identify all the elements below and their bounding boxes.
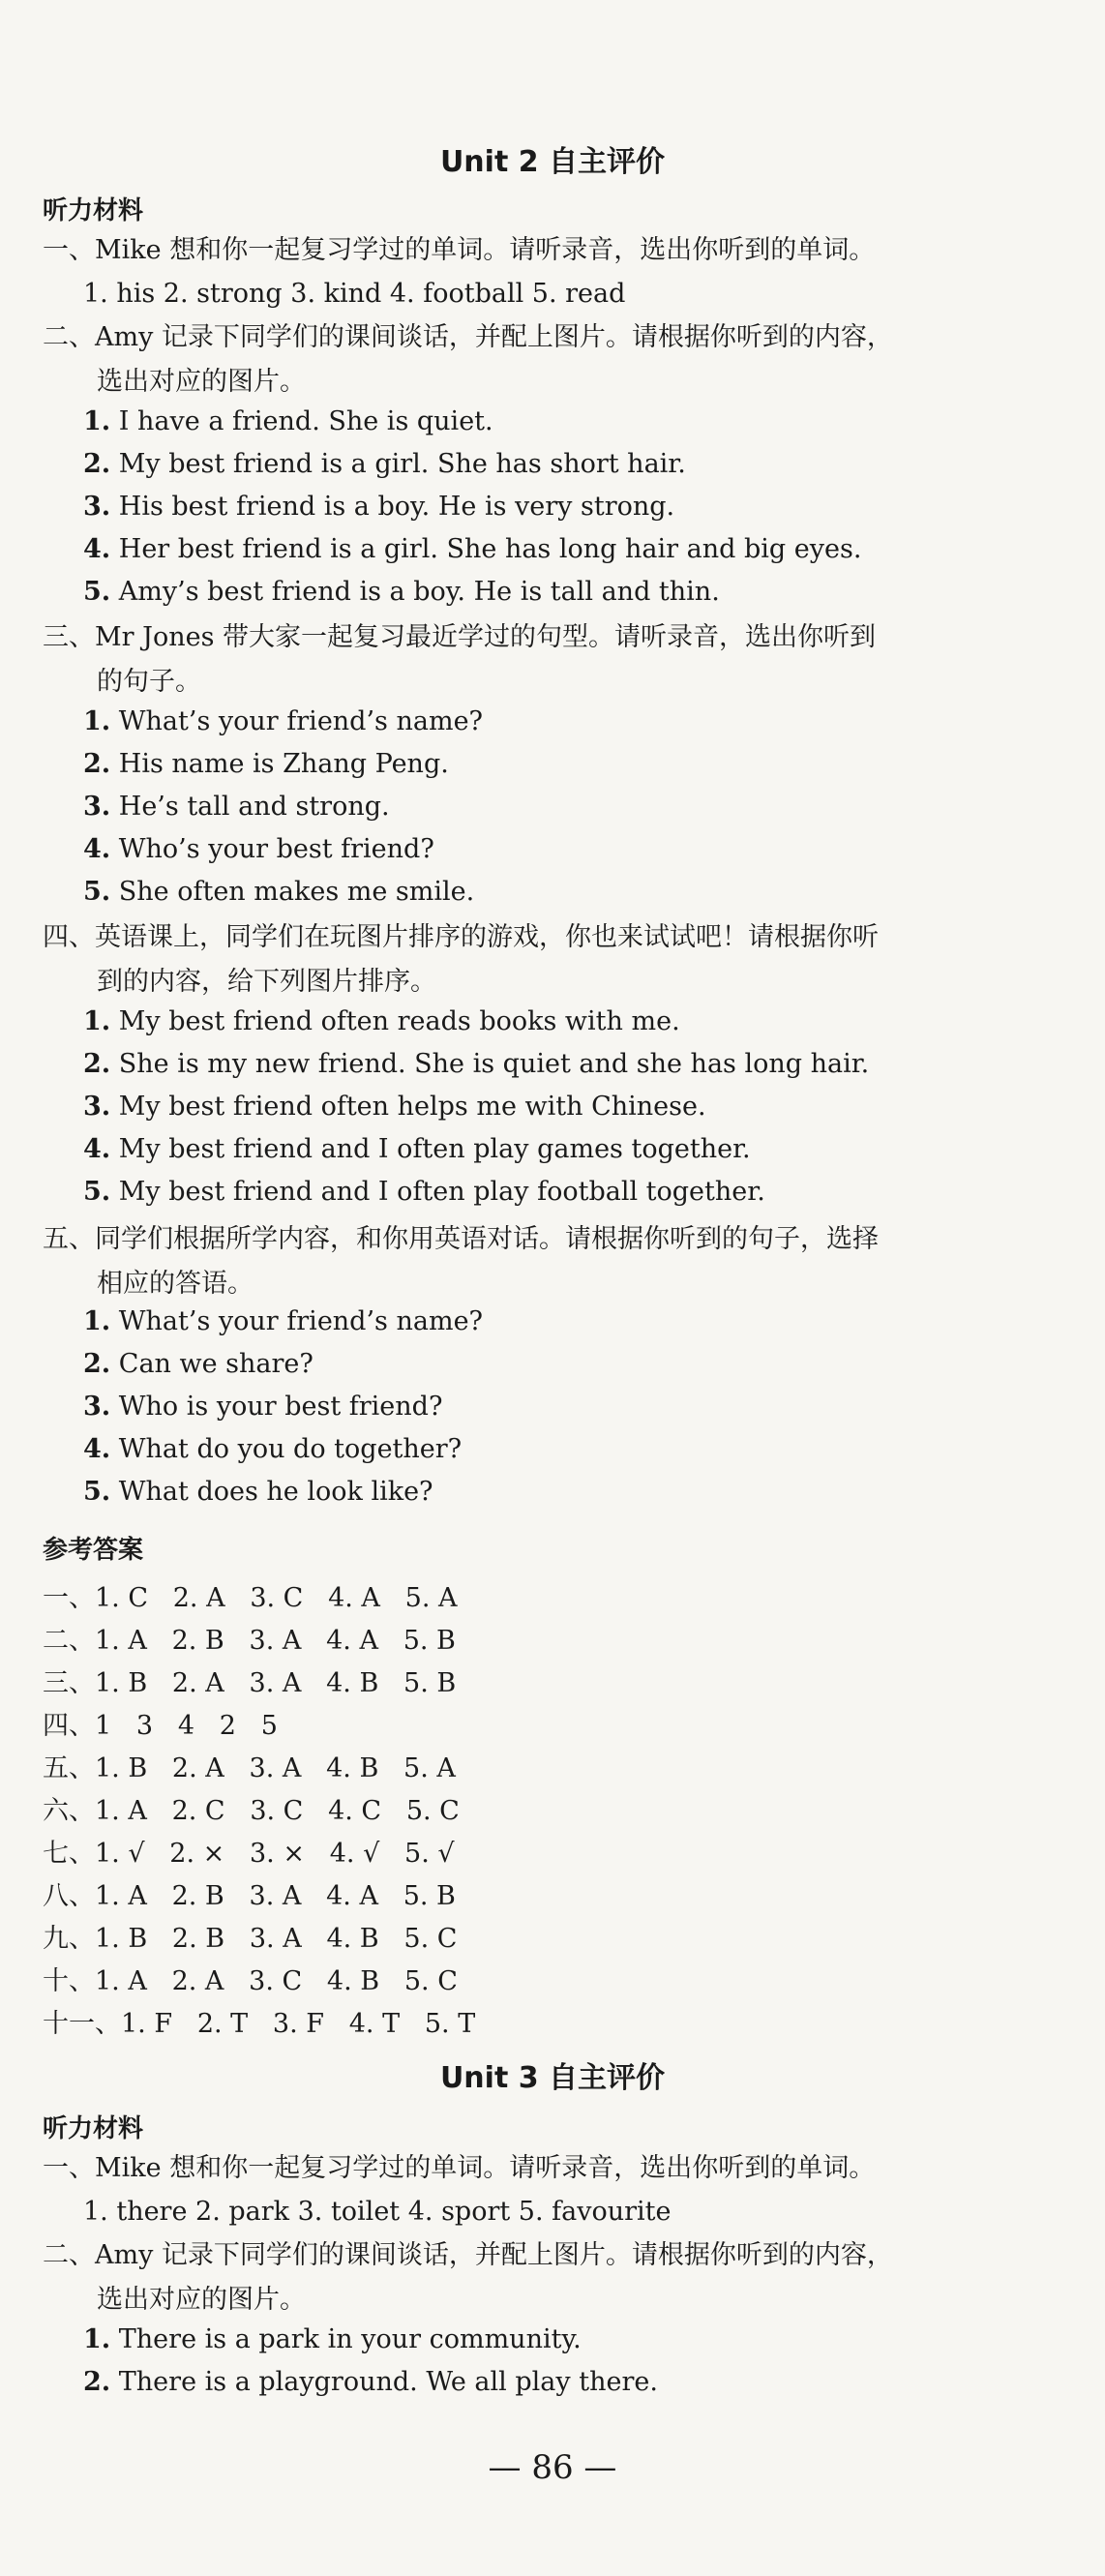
unit3-q2-item-1: 1. There is a park in your community. [83, 2324, 582, 2354]
unit3-q2-prompt [43, 2233, 1068, 2322]
list-item-text: What do you do together? [118, 1434, 463, 1464]
answer-row-4: 四、1 3 4 2 5 [43, 1711, 278, 1741]
unit3-q1-number: 一、 [43, 2153, 95, 2183]
unit3-title: Unit 3 自主评价 [439, 2061, 666, 2095]
unit2-q4-item-2: 2. She is my new friend. She is quiet and she has long hair. [83, 1049, 870, 1079]
unit2-q3-item-3: 3. He’s tall and strong. [83, 792, 390, 822]
answer-row-8: 八、1. A 2. B 3. A 4. A 5. B [43, 1881, 456, 1911]
unit2-q5-prompt [43, 1217, 1068, 1306]
unit2-q4-item-3: 3. My best friend often helps me with Chinese. [83, 1092, 706, 1122]
unit2-q2-item-4: 4. Her best friend is a girl. She has long hair and big eyes. [83, 534, 862, 564]
list-item-text: His best friend is a boy. He is very strong. [118, 492, 675, 522]
unit2-q1-number: 一、 [43, 235, 95, 265]
answer-row-7: 七、1. √ 2. × 3. × 4. √ 5. √ [43, 1839, 455, 1869]
list-item-text: My best friend and I often play games together. [118, 1134, 751, 1164]
list-item-text: What’s your friend’s name? [118, 1306, 484, 1336]
unit2-q4-prompt [43, 915, 1068, 1004]
unit2-q4-line1: 英语课上，同学们在玩图片排序的游戏，你也来试试吧！请根据你听 [95, 922, 879, 952]
answer-row-9: 九、1. B 2. B 3. A 4. B 5. C [43, 1924, 458, 1954]
list-item-text: Who’s your best friend? [118, 834, 434, 864]
unit2-q3-item-5: 5. She often makes me smile. [83, 877, 475, 907]
unit3-q1-words: 1. there 2. park 3. toilet 4. sport 5. favourite [83, 2197, 672, 2227]
list-item-text: She often makes me smile. [118, 877, 475, 907]
unit3-q2-number: 二、 [43, 2240, 95, 2270]
unit3-q1-text: Mike 想和你一起复习学过的单词。请听录音，选出你听到的单词。 [95, 2153, 876, 2183]
unit2-q2-item-5: 5. Amy’s best friend is a boy. He is tall and thin. [83, 577, 720, 607]
unit2-q1-words: 1. his 2. strong 3. kind 4. football 5. read [83, 279, 626, 309]
unit2-q5-item-3: 3. Who is your best friend? [83, 1392, 443, 1422]
unit2-q2-line2: 选出对应的图片。 [97, 367, 306, 397]
list-item-text: Her best friend is a girl. She has long hair and big eyes. [118, 534, 862, 564]
list-item-text: My best friend and I often play football together. [118, 1177, 765, 1207]
page-number: — 86 — [488, 2448, 617, 2487]
unit3-q2-line1: Amy 记录下同学们的课间谈话，并配上图片。请根据你听到的内容， [95, 2240, 893, 2270]
list-item-text: His name is Zhang Peng. [118, 749, 449, 779]
answer-row-11: 十一、1. F 2. T 3. F 4. T 5. T [43, 2009, 476, 2039]
list-item-text: Can we share? [118, 1349, 314, 1379]
unit2-q3-item-4: 4. Who’s your best friend? [83, 834, 434, 864]
list-item-text: Amy’s best friend is a boy. He is tall and thin. [118, 577, 720, 607]
unit2-listening-heading: 听力材料 [43, 196, 144, 225]
unit3-q2-line2: 选出对应的图片。 [97, 2285, 306, 2315]
unit2-title: Unit 2 自主评价 [439, 145, 666, 179]
unit2-q3-line1: Mr Jones 带大家一起复习最近学过的句型。请听录音，选出你听到 [95, 622, 877, 652]
unit3-listening-heading: 听力材料 [43, 2114, 144, 2143]
list-item-text: He’s tall and strong. [118, 792, 390, 822]
unit2-q5-number: 五、 [43, 1224, 95, 1254]
list-item-text: My best friend is a girl. She has short hair. [118, 449, 686, 479]
list-item-text: I have a friend. She is quiet. [118, 406, 493, 436]
unit2-q3-number: 三、 [43, 622, 95, 652]
unit2-q2-item-1: 1. I have a friend. She is quiet. [83, 406, 493, 436]
list-item-text: My best friend often reads books with me. [118, 1006, 680, 1036]
unit2-q4-line2: 到的内容，给下列图片排序。 [97, 967, 436, 997]
unit2-q4-item-5: 5. My best friend and I often play football together. [83, 1177, 765, 1207]
unit2-q3-prompt [43, 615, 1068, 704]
unit2-q2-prompt [43, 315, 1068, 404]
unit2-q2-number: 二、 [43, 322, 95, 352]
answer-row-5: 五、1. B 2. A 3. A 4. B 5. A [43, 1753, 456, 1783]
unit2-q5-item-2: 2. Can we share? [83, 1349, 314, 1379]
list-item-text: There is a playground. We all play there. [118, 2367, 658, 2397]
unit2-q5-item-5: 5. What does he look like? [83, 1477, 433, 1507]
unit2-q5-item-1: 1. What’s your friend’s name? [83, 1306, 484, 1336]
unit2-q3-item-1: 1. What’s your friend’s name? [83, 706, 484, 736]
unit2-q3-item-2: 2. His name is Zhang Peng. [83, 749, 449, 779]
list-item-text: My best friend often helps me with Chinese. [118, 1092, 706, 1122]
answer-row-6: 六、1. A 2. C 3. C 4. C 5. C [43, 1796, 460, 1826]
answer-row-2: 二、1. A 2. B 3. A 4. A 5. B [43, 1626, 456, 1656]
answer-row-1: 一、1. C 2. A 3. C 4. A 5. A [43, 1583, 458, 1613]
unit2-q4-number: 四、 [43, 922, 95, 952]
answer-row-10: 十、1. A 2. A 3. C 4. B 5. C [43, 1966, 458, 1996]
unit3-q1-prompt [43, 2146, 1068, 2191]
unit2-q2-item-2: 2. My best friend is a girl. She has short hair. [83, 449, 686, 479]
list-item-text: What’s your friend’s name? [118, 706, 484, 736]
unit2-q5-item-4: 4. What do you do together? [83, 1434, 463, 1464]
list-item-text: She is my new friend. She is quiet and she has long hair. [118, 1049, 870, 1079]
list-item-text: There is a park in your community. [118, 2324, 582, 2354]
answer-row-3: 三、1. B 2. A 3. A 4. B 5. B [43, 1668, 457, 1698]
unit2-q2-line1: Amy 记录下同学们的课间谈话，并配上图片。请根据你听到的内容， [95, 322, 893, 352]
unit2-q4-item-1: 1. My best friend often reads books with me. [83, 1006, 680, 1036]
unit2-q3-line2: 的句子。 [97, 667, 201, 697]
unit3-q2-item-2: 2. There is a playground. We all play there. [83, 2367, 658, 2397]
unit2-q1-text: Mike 想和你一起复习学过的单词。请听录音，选出你听到的单词。 [95, 235, 876, 265]
unit2-answers-heading: 参考答案 [43, 1536, 144, 1565]
list-item-text: Who is your best friend? [118, 1392, 443, 1422]
unit2-q5-line2: 相应的答语。 [97, 1269, 254, 1299]
unit2-q4-item-4: 4. My best friend and I often play games together. [83, 1134, 751, 1164]
unit2-q1-prompt [43, 228, 1068, 273]
unit2-q5-line1: 同学们根据所学内容，和你用英语对话。请根据你听到的句子，选择 [95, 1224, 879, 1254]
list-item-text: What does he look like? [118, 1477, 433, 1507]
unit2-q2-item-3: 3. His best friend is a boy. He is very strong. [83, 492, 675, 522]
